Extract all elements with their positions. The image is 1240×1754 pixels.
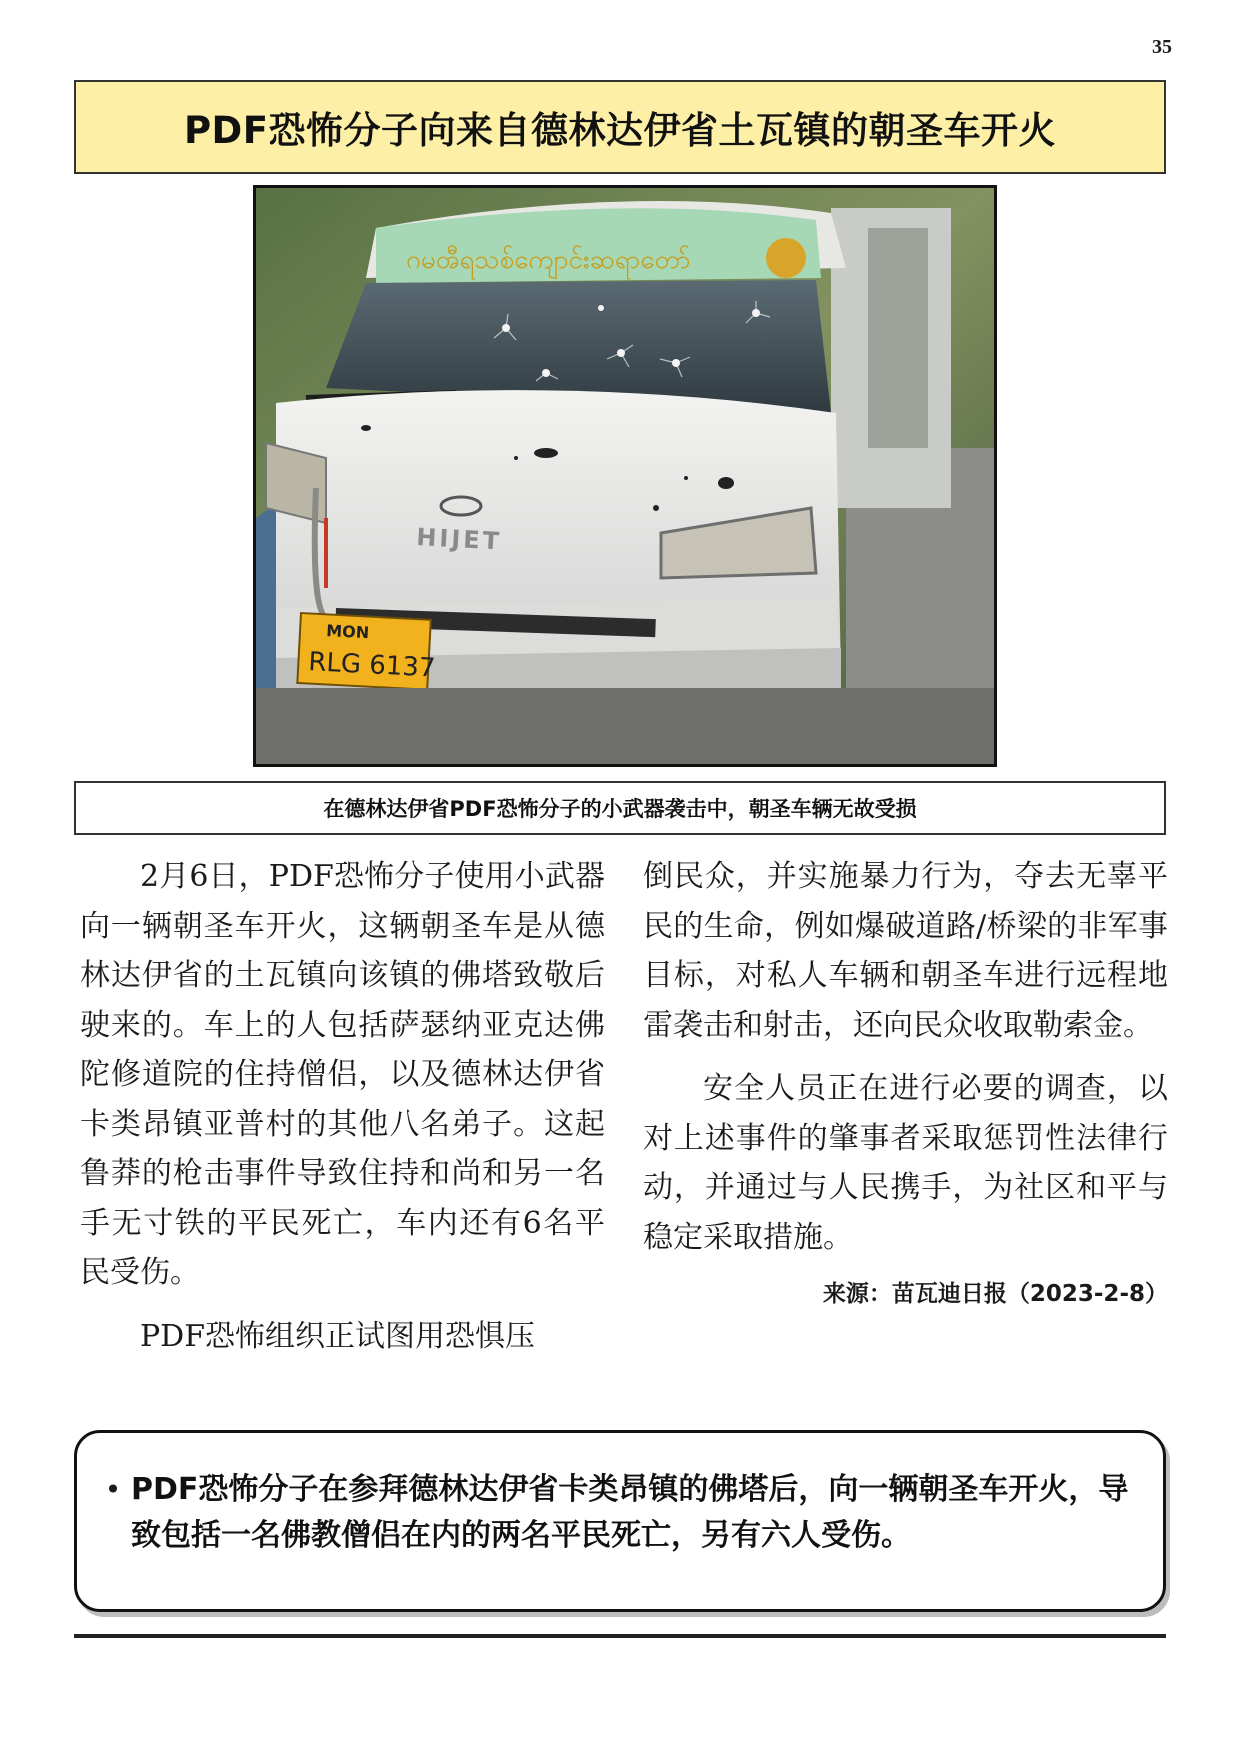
- truck-photo-illustration: [256, 188, 994, 764]
- windshield-banner-text: ဂမၻီရသစ်ကျောင်းဆရာတော်: [406, 245, 691, 275]
- summary-callout: [74, 1430, 1166, 1612]
- plate-number-text: RLG 6137: [307, 647, 437, 684]
- article-title: PDF恐怖分子向来自德林达伊省土瓦镇的朝圣车开火: [183, 109, 1057, 152]
- article-column-right: [643, 852, 1168, 1312]
- plate-region-text: MON: [325, 621, 370, 643]
- summary-text: PDF恐怖分子在参拜德林达伊省卡类昂镇的佛塔后，向一辆朝圣车开火，导致包括一名佛教僧侣在内的两名平民死亡，另有六人受伤。: [131, 1472, 1129, 1553]
- bottom-divider: [74, 1634, 1166, 1638]
- photo-caption: 在德林达伊省PDF恐怖分子的小武器袭击中，朝圣车辆无故受损: [323, 797, 917, 821]
- article-source: 来源：苗瓦迪日报（2023-2-8）: [822, 1281, 1168, 1307]
- page-number: 35: [1152, 36, 1172, 58]
- article-paragraph: 2月6日，PDF恐怖分子使用小武器向一辆朝圣车开火，这辆朝圣车是从德林达伊省的土瓦镇向该镇的佛塔致敬后驶来的。车上的人包括萨瑟纳亚克达佛陀修道院的住持僧侣，以及德林达伊省卡类昂镇亚普村的其他八名弟子。这起鲁莽的枪击事件导致住持和尚和另一名手无寸铁的平民死亡，车内还有6名平民受伤。: [80, 859, 605, 1290]
- article-paragraph: PDF恐怖组织正试图用恐惧压: [140, 1318, 536, 1354]
- article-column-left: [80, 852, 605, 1375]
- article-paragraph: 安全人员正在进行必要的调查，以对上述事件的肇事者采取惩罚性法律行动，并通过与人民携手，为社区和平与稳定采取措施。: [643, 1071, 1168, 1255]
- bullet-icon: •: [104, 1473, 122, 1506]
- photo-caption-box: [74, 781, 1166, 835]
- photo-damaged-pilgrim-truck: [253, 185, 997, 767]
- hood-badge-text: HIJET: [415, 523, 503, 556]
- title-banner: [74, 80, 1166, 174]
- article-paragraph-continued: 倒民众，并实施暴力行为，夺去无辜平民的生命，例如爆破道路/桥梁的非军事目标，对私人车辆和朝圣车进行远程地雷袭击和射击，还向民众收取勒索金。: [643, 859, 1168, 1043]
- summary-item: [95, 1467, 1133, 1559]
